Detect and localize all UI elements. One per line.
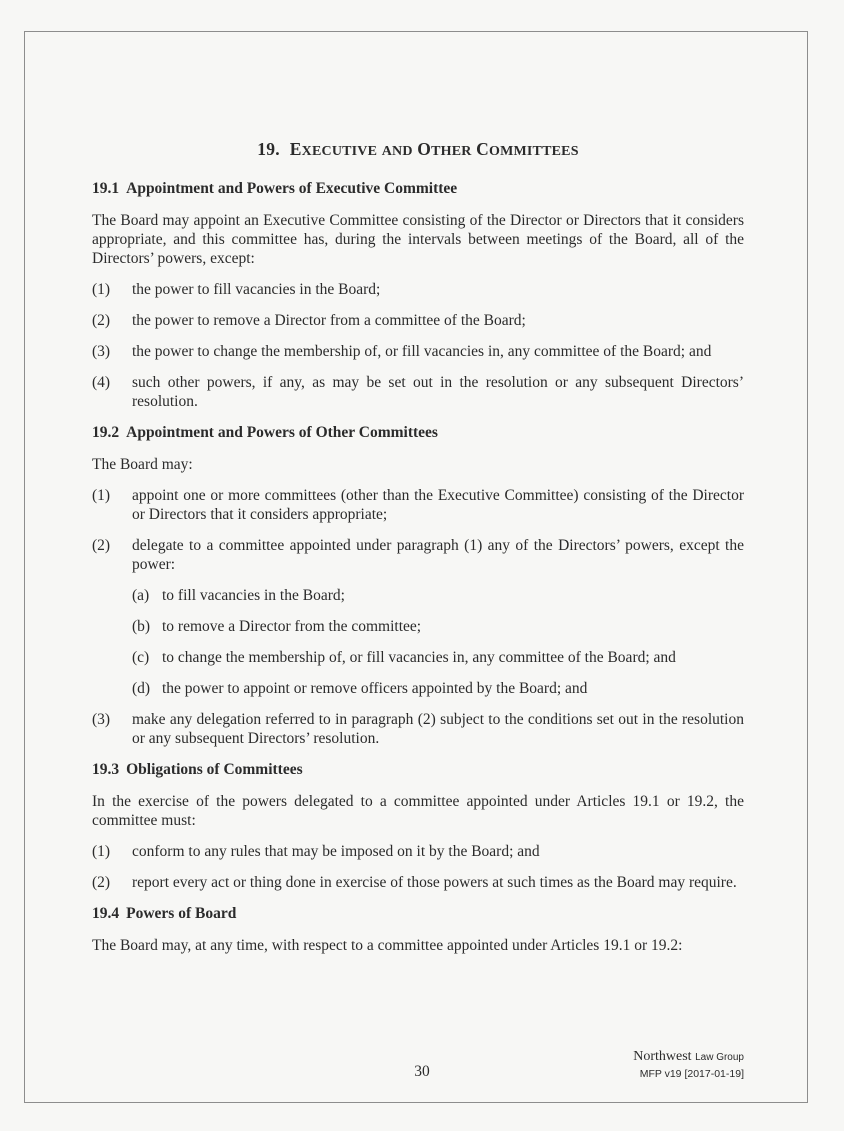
paragraph: The Board may: bbox=[92, 456, 193, 473]
sub-list-item: (a) to fill vacancies in the Board; bbox=[132, 587, 345, 604]
section-number: 19. bbox=[257, 139, 280, 159]
list-item: (1) the power to fill vacancies in the Board; bbox=[92, 281, 381, 298]
sub-list-item: (b) to remove a Director from the committee; bbox=[132, 618, 422, 635]
sub-list-item: (d) the power to appoint or remove officers appointed by the Board; and bbox=[132, 680, 588, 697]
list-item: (4) such other powers, if any, as may be set out in the resolution or any subsequent Directors’ resolution. bbox=[92, 374, 744, 410]
document-body bbox=[92, 140, 744, 967]
page-number: 30 bbox=[414, 1063, 430, 1080]
list-item: (2) report every act or thing done in exercise of those powers at such times as the Board may require. bbox=[92, 874, 737, 891]
subsection-heading-19-4: 19.4 Powers of Board bbox=[92, 905, 237, 922]
paragraph: The Board may, at any time, with respect to a committee appointed under Articles 19.1 or 19.2: bbox=[92, 937, 683, 954]
section-title-text: EXECUTIVE AND OTHER COMMITTEES bbox=[289, 139, 579, 159]
list-item: (3) the power to change the membership of, or fill vacancies in, any committee of the Board; and bbox=[92, 343, 712, 360]
paragraph: In the exercise of the powers delegated to a committee appointed under Articles 19.1 or 19.2, the committee must: bbox=[92, 793, 744, 829]
scan-mark-right bbox=[807, 960, 808, 990]
list-item: (3) make any delegation referred to in paragraph (2) subject to the conditions set out in the resolution or any subsequent Directors’ resolution. bbox=[92, 711, 744, 747]
list-item: (2) delegate to a committee appointed under paragraph (1) any of the Directors’ powers, except the power: bbox=[92, 537, 744, 573]
document-version: MFP v19 [2017-01-19] bbox=[639, 1068, 744, 1080]
section-title bbox=[92, 140, 744, 161]
list-item: (1) conform to any rules that may be imposed on it by the Board; and bbox=[92, 843, 540, 860]
subsection-heading-19-2: 19.2 Appointment and Powers of Other Committees bbox=[92, 424, 438, 441]
footer-brand bbox=[633, 1049, 744, 1080]
list-item: (2) the power to remove a Director from a committee of the Board; bbox=[92, 312, 526, 329]
paragraph: The Board may appoint an Executive Committee consisting of the Director or Directors that it considers appropriate, and this committee has, during the intervals between meetings of the Board, all of the Directors’ powers, except: bbox=[92, 212, 744, 267]
sub-list-item: (c) to change the membership of, or fill vacancies in, any committee of the Board; and bbox=[132, 649, 676, 666]
subsection-heading-19-1: 19.1 Appointment and Powers of Executive Committee bbox=[92, 180, 458, 197]
brand-name: Northwest Law Group bbox=[633, 1049, 744, 1064]
subsection-heading-19-3: 19.3 Obligations of Committees bbox=[92, 761, 303, 778]
scan-mark-left bbox=[24, 80, 25, 120]
list-item: (1) appoint one or more committees (other than the Executive Committee) consisting of the Director or Directors that it considers appropriate; bbox=[92, 487, 744, 523]
